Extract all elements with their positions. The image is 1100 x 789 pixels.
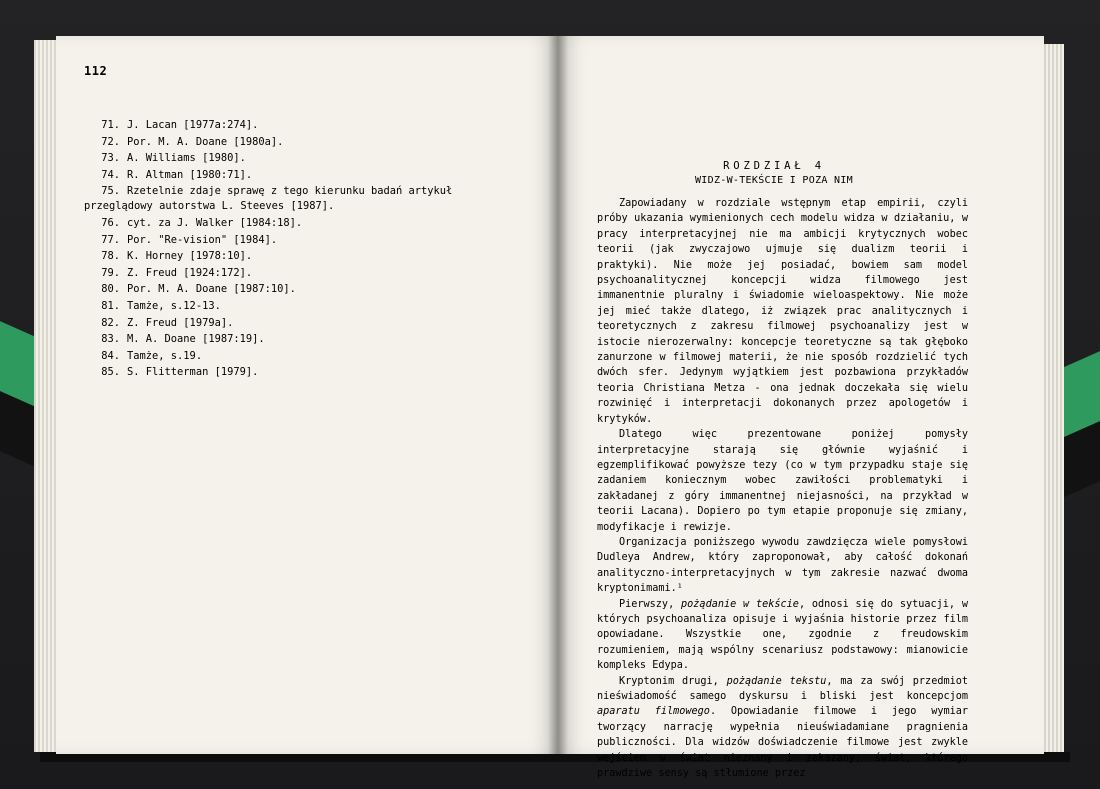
footnote: 72. Por. M. A. Doane [1980a]. xyxy=(101,135,284,148)
paragraph: Dlatego więc prezentowane poniżej pomysły interpretacyjne starają się głównie wyjaśnić i egzemplifikować powyższe tezy (co w tym przypadku staje się zadaniem koniecznym wobec zawiłości problematyki i zakładanej z góry immanentnej niejasności, na przykład w teorii Lacana). Dopiero po tym etapie proponuje się zmiany, modyfikacje i rewizje. xyxy=(597,429,968,533)
footnote: 75. Rzetelnie zdaje sprawę z tego kierunku badań artykuł przeglądowy autorstwa L. Steeves [1987]. xyxy=(84,185,453,213)
chapter-title: WIDZ-W-TEKŚCIE I POZA NIM xyxy=(694,175,853,186)
footnote: 71. J. Lacan [1977a:274]. xyxy=(101,119,259,131)
footnote: 79. Z. Freud [1924:172]. xyxy=(101,266,253,279)
footnote: 74. R. Altman [1980:71]. xyxy=(101,168,253,181)
footnote: 81. Tamże, s.12-13. xyxy=(101,299,221,312)
footnote: 83. M. A. Doane [1987:19]. xyxy=(101,333,265,346)
chapter-body xyxy=(597,196,968,781)
footnote: 76. cyt. za J. Walker [1984:18]. xyxy=(101,216,303,229)
paragraph: Zapowiadany w rozdziale wstępnym etap empirii, czyli próby ukazania wymienionych cech modelu widza w działaniu, w pracy interpretacyjnej nie ma ambicji krytycznych wobec teorii (jak zwyczajowo ujmuje się dualizm teorii i praktyki). Nie może jej posiadać, bowiem sam model psychoanalitycznej koncepcji widza filmowego jest immanentnie pluralny i świadomie wieloaspektowy. Nie może jej mieć także dlatego, iż związek prac analitycznych i teoretycznych z zakresu filmowej psychoanalizy jest w istocie nierozerwalny: koncepcje teoretyczne są tak głęboko zanurzone w filmowej materii, że nie sposób rozdzielić tych dwóch sfer. Jedynym wyjątkiem jest pozbawiona przykładów teoria Christiana Metza - ona jednak doczekała się wielu rozwinięć i interpretacji dokonanych przez apologetów i krytyków. xyxy=(597,198,968,425)
paragraph: Organizacja poniższego wywodu zawdzięcza wiele pomysłowi Dudleya Andrew, który zaproponował, aby całość dokonań analityczno-interpretacyjnych w tym zakresie nazwać dwoma kryptonimami.¹ xyxy=(597,536,968,595)
page-edges-right xyxy=(1042,44,1064,752)
footnote: 84. Tamże, s.19. xyxy=(101,349,203,362)
paragraph: Kryptonim drugi, pożądanie tekstu, ma za swój przedmiot nieświadomość samego dyskursu i bliski jest koncepcjom aparatu filmowego. Opowiadanie filmowe i jego wymiar tworzący narrację wypełnia nieuświadamiane pragnienia publiczności. Dla widzów doświadczenie filmowe jest zwykle wejściem w świat nieznany i zakazany; świat, którego prawdziwe sensy są stłumione przez xyxy=(597,675,968,780)
footnote: 73. A. Williams [1980]. xyxy=(101,152,246,165)
page-edges-left xyxy=(34,40,58,752)
footnote: 77. Por. "Re-vision" [1984]. xyxy=(101,233,278,246)
book-gutter xyxy=(548,36,568,754)
footnote: 80. Por. M. A. Doane [1987:10]. xyxy=(101,283,296,296)
footnotes-list xyxy=(84,118,524,382)
paragraph: Pierwszy, pożądanie w tekście, odnosi się do sytuacji, w których psychoanaliza opisuje i wyjaśnia historie przez film opowiadane. Wszystkie one, zgodnie z freudowskim rozumieniem, mają wspólny scenariusz podstawowy: mianowicie kompleks Edypa. xyxy=(597,598,968,672)
footnote: 85. S. Flitterman [1979]. xyxy=(101,366,259,379)
page-number: 112 xyxy=(84,64,108,78)
footnote: 82. Z. Freud [1979a]. xyxy=(101,316,234,329)
footnote: 78. K. Horney [1978:10]. xyxy=(101,250,253,263)
chapter-heading: ROZDZIAŁ 4 xyxy=(723,160,825,172)
